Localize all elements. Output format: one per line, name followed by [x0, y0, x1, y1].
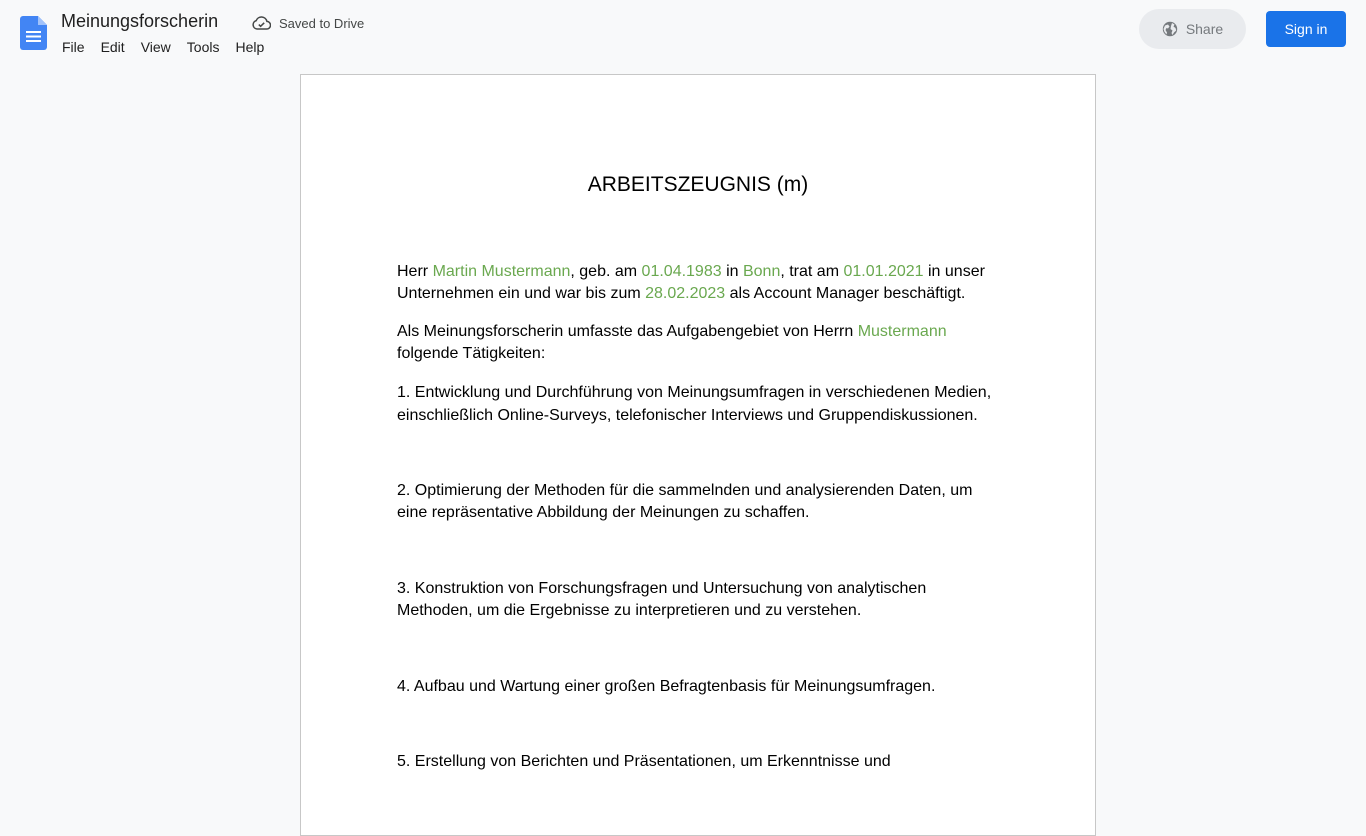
birth-date: 01.04.1983: [641, 263, 722, 280]
text-run: folgende Tätigkeiten:: [397, 345, 546, 362]
text-run: in unser Unternehmen ein und war bis zum: [397, 263, 985, 302]
end-date: 28.02.2023: [645, 285, 726, 302]
menu-help[interactable]: Help: [235, 39, 265, 55]
document-page[interactable]: [300, 74, 1096, 836]
menu-tools[interactable]: Tools: [186, 39, 220, 55]
globe-icon: [1162, 21, 1178, 37]
share-button[interactable]: [1139, 9, 1246, 49]
document-heading: ARBEITSZEUGNIS (m): [587, 173, 809, 196]
list-item: 2. Optimierung der Methoden für die sammelnden und analysierenden Daten, um eine repräsentative Abbildung der Meinungen zu schaffen.: [397, 482, 973, 521]
text-run: Herr: [397, 263, 433, 280]
list-item: 1. Entwicklung und Durchführung von Meinungsumfragen in verschiedenen Medien, einschließlich Online-Surveys, telefonischer Interviews und Gruppendiskussionen.: [397, 384, 992, 424]
birth-city: Bonn: [742, 263, 781, 280]
text-run: in: [721, 263, 743, 280]
text-run: , trat am: [780, 263, 844, 280]
top-bar: [0, 0, 1366, 64]
text-run: , geb. am: [570, 263, 642, 280]
save-status[interactable]: [252, 14, 364, 32]
menu-file[interactable]: File: [62, 39, 85, 55]
list-item: 3. Konstruktion von Forschungsfragen und Untersuchung von analytischen Methoden, um die Ergebnisse zu interpretieren und zu verstehen.: [397, 580, 927, 619]
start-date: 01.01.2021: [843, 263, 924, 280]
paragraph-tasks-intro: [397, 321, 999, 365]
list-item: 4. Aufbau und Wartung einer großen Befragtenbasis für Meinungsumfragen.: [397, 678, 936, 695]
employee-surname: Mustermann: [857, 323, 947, 340]
list-item: 5. Erstellung von Berichten und Präsentationen, um Erkenntnisse und: [397, 753, 891, 770]
menu-edit[interactable]: Edit: [100, 39, 125, 55]
document-title[interactable]: Meinungsforscherin: [61, 11, 219, 31]
share-label: Share: [1185, 21, 1224, 37]
save-status-label: Saved to Drive: [279, 15, 365, 31]
employee-name: Martin Mustermann: [432, 263, 571, 280]
text-run: als Account Manager beschäftigt.: [725, 285, 966, 302]
text-run: Als Meinungsforscherin umfasste das Aufgabengebiet von Herrn: [397, 323, 858, 340]
menu-view[interactable]: View: [140, 39, 171, 55]
google-docs-icon[interactable]: [20, 16, 47, 50]
sign-in-button[interactable]: Sign in: [1266, 11, 1346, 47]
paragraph-intro: [397, 261, 999, 305]
menu-bar: [54, 36, 272, 58]
cloud-saved-icon: [252, 16, 271, 30]
